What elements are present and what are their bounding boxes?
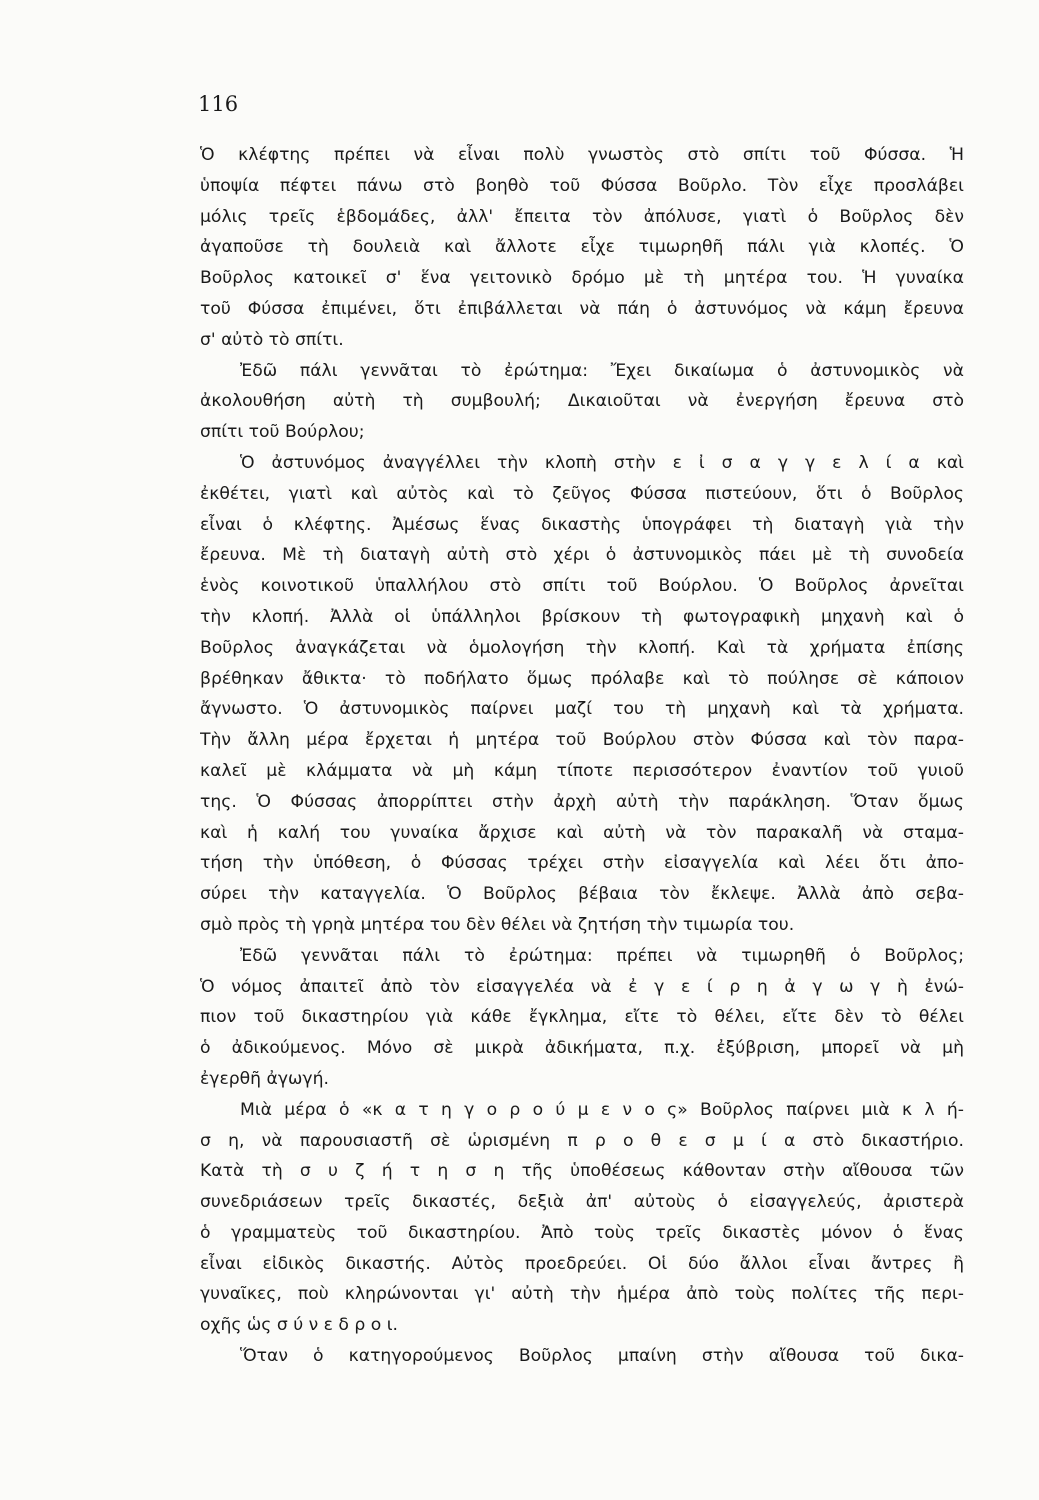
text-line: εἶναι εἰδικὸς δικαστής. Αὐτὸς προεδρεύει. Οἱ δύο ἄλλοι εἶναι ἄντρες ἢ — [200, 1253, 964, 1274]
text-line: πιον τοῦ δικαστηρίου γιὰ κάθε ἔγκλημα, εἴτε τὸ θέλει, εἴτε δὲν τὸ θέλει — [200, 1007, 964, 1028]
text-line: συνεδριάσεων τρεῖς δικαστές, δεξιὰ ἀπ' αὐτοὺς ὁ εἰσαγγελεύς, ἀριστερὰ — [200, 1192, 964, 1213]
text-line: Κατὰ τὴ σ υ ζ ή τ η σ η τῆς ὑποθέσεως κάθονταν στὴν αἴθουσα τῶν — [200, 1161, 964, 1182]
text-line: Ἐδῶ γεννᾶται πάλι τὸ ἐρώτημα: πρέπει νὰ τιμωρηθῆ ὁ Βοῦρλος; — [240, 945, 964, 966]
text-line: ἀγαποῦσε τὴ δουλειὰ καὶ ἄλλοτε εἶχε τιμωρηθῆ πάλι γιὰ κλοπές. Ὁ — [200, 237, 964, 258]
text-line: βρέθηκαν ἄθικτα· τὸ ποδήλατο ὅμως πρόλαβε καὶ τὸ πούλησε σὲ κάποιον — [200, 668, 964, 689]
text-line: τὴν κλοπή. Ἀλλὰ οἱ ὑπάλληλοι βρίσκουν τὴ φωτογραφικὴ μηχανὴ καὶ ὁ — [200, 606, 964, 627]
text-line: ὑποψία πέφτει πάνω στὸ βοηθὸ τοῦ Φύσσα Βοῦρλο. Τὸν εἶχε προσλάβει — [200, 175, 964, 196]
text-line: σ' αὐτὸ τὸ σπίτι. — [200, 329, 344, 350]
text-line: Μιὰ μέρα ὁ «κ α τ η γ ο ρ ο ύ μ ε ν ο ς» Βοῦρλος παίρνει μιὰ κ λ ή- — [240, 1099, 964, 1120]
text-line: Βοῦρλος ἀναγκάζεται νὰ ὁμολογήση τὴν κλοπή. Καὶ τὰ χρήματα ἐπίσης — [200, 637, 964, 658]
text-line: σπίτι τοῦ Βούρλου; — [200, 422, 365, 443]
text-line: Ὁ ἀστυνόμος ἀναγγέλλει τὴν κλοπὴ στὴν ε ἰ σ α γ γ ε λ ί α καὶ — [240, 452, 964, 473]
text-line: ἔρευνα. Μὲ τὴ διαταγὴ αὐτὴ στὸ χέρι ὁ ἀστυνομικὸς πάει μὲ τὴ συνοδεία — [200, 545, 964, 566]
text-line: σμὸ πρὸς τὴ γρηὰ μητέρα του δὲν θέλει νὰ ζητήση τὴν τιμωρία του. — [200, 914, 795, 935]
text-line: ὁ ἀδικούμενος. Μόνο σὲ μικρὰ ἀδικήματα, π.χ. ἐξύβριση, μπορεῖ νὰ μὴ — [200, 1038, 964, 1059]
text-line: ἑνὸς κοινοτικοῦ ὑπαλλήλου στὸ σπίτι τοῦ Βούρλου. Ὁ Βοῦρλος ἀρνεῖται — [200, 576, 964, 597]
text-line: Ἐδῶ πάλι γεννᾶται τὸ ἐρώτημα: Ἔχει δικαίωμα ὁ ἀστυνομικὸς νὰ — [240, 360, 964, 381]
text-line: ἄγνωστο. Ὁ ἀστυνομικὸς παίρνει μαζί του τὴ μηχανὴ καὶ τὰ χρήματα. — [200, 699, 964, 720]
text-line: καλεῖ μὲ κλάμματα νὰ μὴ κάμη τίποτε περισσότερον ἐναντίον τοῦ γυιοῦ — [200, 760, 964, 781]
text-line: Ὁ κλέφτης πρέπει νὰ εἶναι πολὺ γνωστὸς στὸ σπίτι τοῦ Φύσσα. Ἡ — [200, 145, 964, 165]
text-line: μόλις τρεῖς ἑβδομάδες, ἀλλ' ἔπειτα τὸν ἀπόλυσε, γιατὶ ὁ Βοῦρλος δὲν — [200, 206, 964, 227]
text-line: καὶ ἡ καλή του γυναίκα ἄρχισε καὶ αὐτὴ νὰ τὸν παρακαλῆ νὰ σταμα- — [200, 822, 964, 843]
text-line: οχῆς ὡς σ ύ ν ε δ ρ ο ι. — [200, 1315, 399, 1336]
text-line: τήση τὴν ὑπόθεση, ὁ Φύσσας τρέχει στὴν εἰσαγγελία καὶ λέει ὅτι ἀπο- — [200, 853, 964, 874]
body-text — [200, 140, 964, 1372]
text-line: της. Ὁ Φύσσας ἀπορρίπτει στὴν ἀρχὴ αὐτὴ τὴν παράκληση. Ὅταν ὅμως — [200, 791, 964, 812]
text-line: σύρει τὴν καταγγελία. Ὁ Βοῦρλος βέβαια τὸν ἔκλεψε. Ἀλλὰ ἀπὸ σεβα- — [200, 884, 964, 905]
text-line: Ὁ νόμος ἀπαιτεῖ ἀπὸ τὸν εἰσαγγελέα νὰ ἐ γ ε ί ρ η ἀ γ ω γ ὴ ἐνώ- — [200, 976, 964, 997]
text-line: Βοῦρλος κατοικεῖ σ' ἕνα γειτονικὸ δρόμο μὲ τὴ μητέρα του. Ἡ γυναίκα — [200, 268, 964, 289]
text-line: σ η, νὰ παρουσιαστῆ σὲ ὡρισμένη π ρ ο θ ε σ μ ί α στὸ δικαστήριο. — [200, 1130, 964, 1151]
text-line: γυναῖκες, ποὺ κληρώνονται γι' αὐτὴ τὴν ἡμέρα ἀπὸ τοὺς πολίτες τῆς περι- — [200, 1284, 964, 1305]
text-line: Τὴν ἄλλη μέρα ἔρχεται ἡ μητέρα τοῦ Βούρλου στὸν Φύσσα καὶ τὸν παρα- — [200, 730, 964, 751]
text-line: ἀκολουθήση αὐτὴ τὴ συμβουλή; Δικαιοῦται νὰ ἐνεργήση ἔρευνα στὸ — [200, 391, 964, 412]
text-line: ἐκθέτει, γιατὶ καὶ αὐτὸς καὶ τὸ ζεῦγος Φύσσα πιστεύουν, ὅτι ὁ Βοῦρλος — [200, 483, 964, 504]
text-line: τοῦ Φύσσα ἐπιμένει, ὅτι ἐπιβάλλεται νὰ πάη ὁ ἀστυνόμος νὰ κάμη ἔρευνα — [200, 298, 964, 319]
page-number: 116 — [198, 92, 239, 116]
text-line: Ὅταν ὁ κατηγορούμενος Βοῦρλος μπαίνη στὴν αἴθουσα τοῦ δικα- — [240, 1346, 964, 1367]
text-line: ἐγερθῆ ἀγωγή. — [200, 1068, 329, 1089]
text-line: εἶναι ὁ κλέφτης. Ἀμέσως ἕνας δικαστὴς ὑπογράφει τὴ διαταγὴ γιὰ τὴν — [200, 514, 964, 535]
text-line: ὁ γραμματεὺς τοῦ δικαστηρίου. Ἀπὸ τοὺς τρεῖς δικαστὲς μόνον ὁ ἕνας — [200, 1222, 964, 1243]
